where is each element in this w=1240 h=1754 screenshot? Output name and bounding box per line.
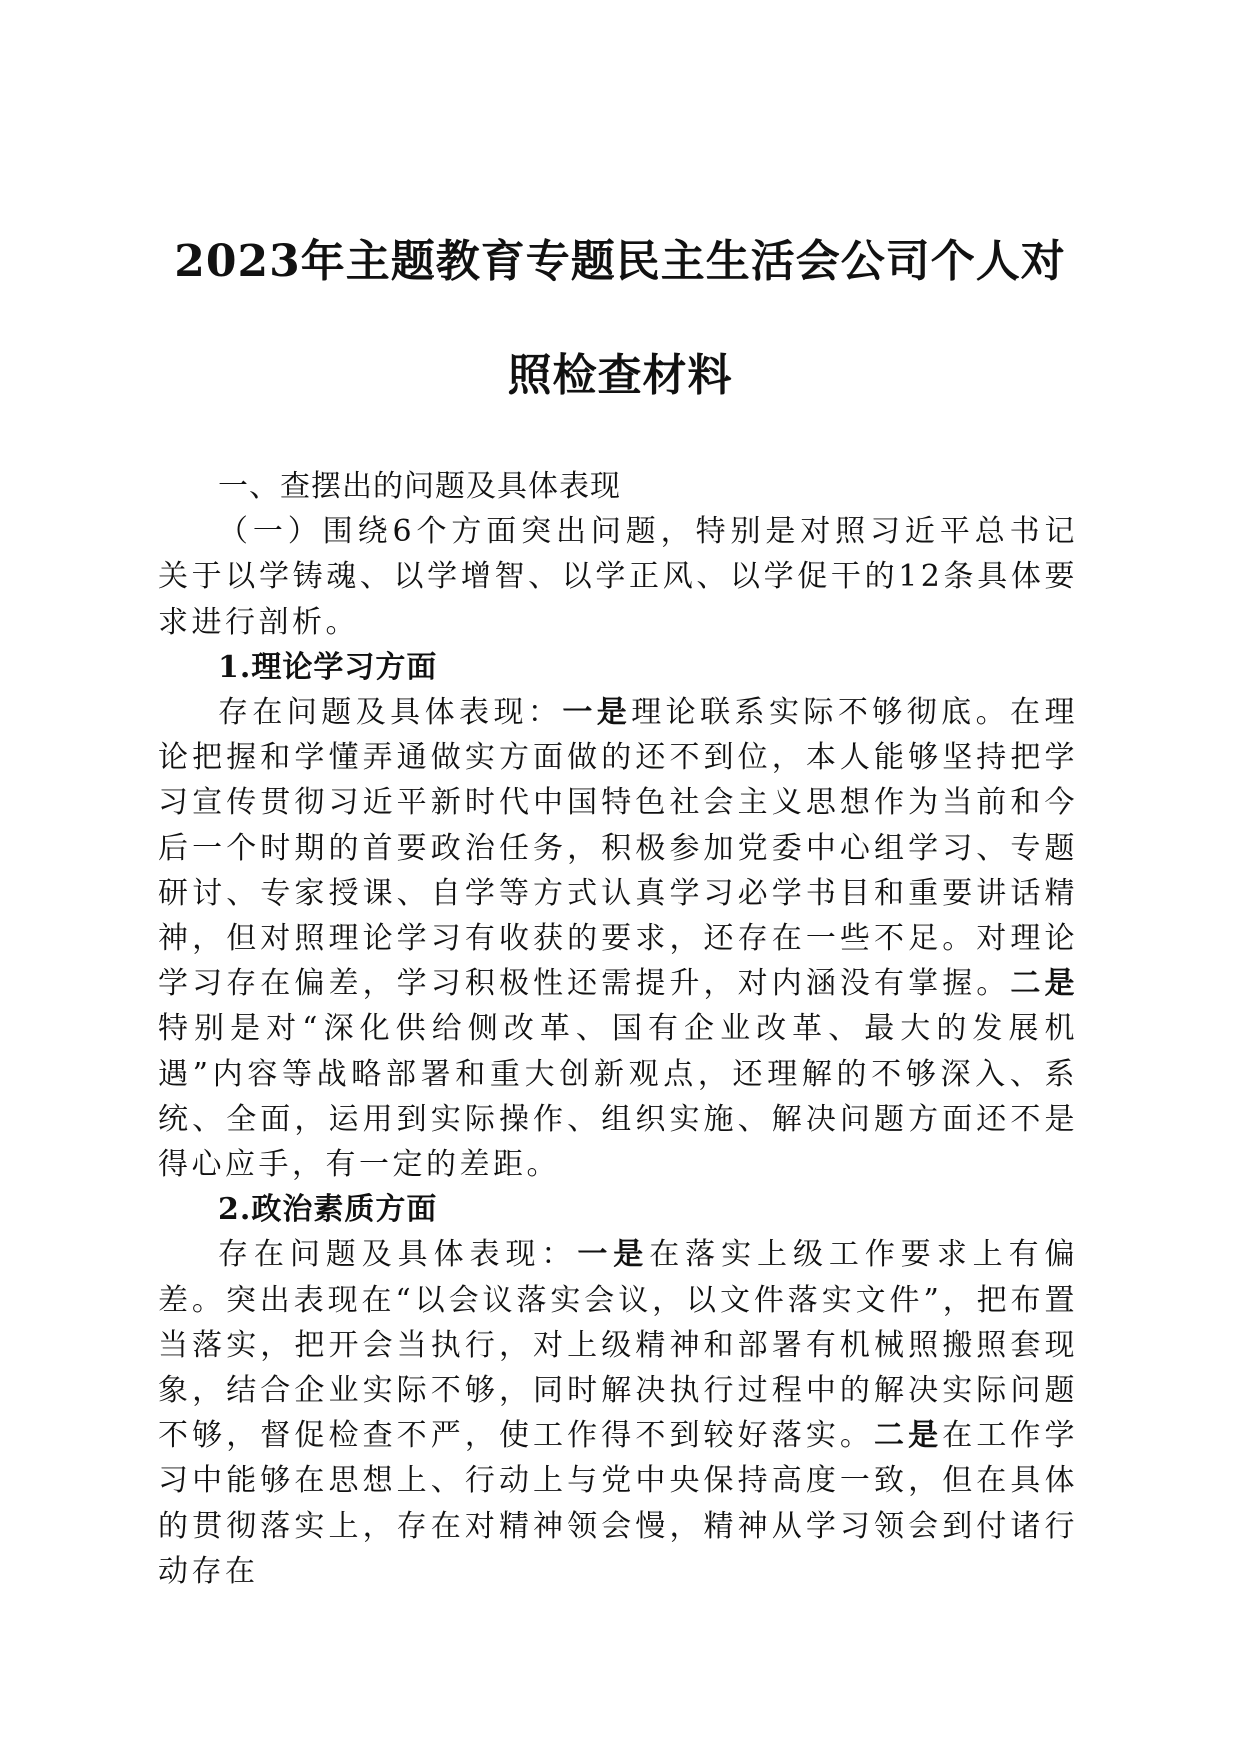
item-2-marker-2: 二是 — [874, 1418, 943, 1454]
item-1-marker-1: 一是 — [562, 695, 632, 731]
item-2-marker-1: 一是 — [577, 1237, 650, 1273]
item-1-heading: 1.理论学习方面 — [218, 649, 438, 685]
item-2-heading: 2.政治素质方面 — [218, 1192, 438, 1228]
document-title-line-1: 2023年主题教育专题民主生活会公司个人对 — [174, 236, 1066, 287]
item-2-paragraph — [158, 1232, 1078, 1594]
item-2-lead: 存在问题及具体表现： — [218, 1237, 578, 1273]
item-2-text-1: 在落实上级工作要求上有偏差。突出表现在“以会议落实会议，以文件落实文件”，把布置当落实，把开会当执行，对上级精神和部署有机械照搬照套现象，结合企业实际不够，同时解决执行过程中的解决实际问题不够，督促检查不严，使工作得不到较好落实。 — [158, 1237, 1079, 1454]
item-1-text-1: 理论联系实际不够彻底。在理论把握和学懂弄通做实方面做的还不到位，本人能够坚持把学习宣传贯彻习近平新时代中国特色社会主义思想作为当前和今后一个时期的首要政治任务，积极参加党委中心组学习、专题研讨、专家授课、自学等方式认真学习必学书目和重要讲话精神，但对照理论学习有收获的要求，还存在一些不足。对理论学习存在偏差，学习积极性还需提升，对内涵没有掌握。 — [158, 695, 1078, 1002]
item-1-marker-2: 二是 — [1010, 966, 1079, 1002]
item-1-paragraph — [158, 690, 1078, 1187]
item-1-lead: 存在问题及具体表现： — [218, 695, 563, 731]
item-2-text-2: 在工作学习中能够在思想上、行动上与党中央保持高度一致，但在具体的贯彻落实上，存在对精神领会慢，精神从学习领会到付诸行动存在 — [158, 1418, 1079, 1589]
section-heading: 一、查摆出的问题及具体表现 — [218, 469, 621, 504]
document-title-line-2: 照检查材料 — [507, 350, 733, 401]
item-1-text-2: 特别是对“深化供给侧改革、国有企业改革、最大的发展机遇”内容等战略部署和重大创新观点，还理解的不够深入、系统、全面，运用到实际操作、组织实施、解决问题方面还不是得心应手，有一定的差距。 — [158, 1011, 1078, 1183]
subsection-intro-paragraph: （一）围绕6个方面突出问题，特别是对照习近平总书记关于以学铸魂、以学增智、以学正风、以学促干的12条具体要求进行剖析。 — [158, 514, 1078, 640]
document-body — [158, 464, 1078, 1594]
